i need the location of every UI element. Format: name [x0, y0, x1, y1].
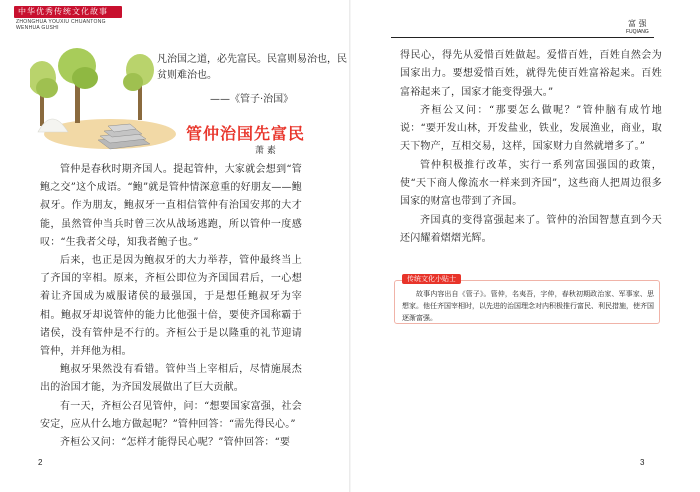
- author: 萧 素: [255, 146, 276, 156]
- right-body-text: [400, 47, 662, 248]
- culture-tip-text: 故事内容出自《管子》。管仲，名夷吾，字仲，春秋初期政治家、军事家、思想家。他任齐国宰相时，以先进的治国理念对内积极推行富民、利民措施，使齐国逐渐富强。: [402, 290, 654, 322]
- paragraph: 齐桓公又问：“怎样才能得民心呢？”管仲回答：“要: [60, 437, 291, 449]
- paragraph: 有一天，齐桓公召见管仲，问：“想要国家富强，社会安定，应从什么地方做起呢？”管仲回答：“需先得民心。”: [40, 400, 302, 430]
- paragraph: 管仲是春秋时期齐国人。提起管仲，大家就会想到“管鲍之交”这个成语。“鲍”就是管仲情深意重的好朋友——鲍叔牙。作为朋友，鲍叔牙一直相信管仲有治国安邦的大才能，虽然管仲当兵时曾三次从战场逃跑，所以管仲一度感叹：“生我者父母，知我者鲍子也。”: [40, 164, 302, 248]
- chapter-header-en: FUQIANG: [626, 29, 649, 35]
- series-title-en: [16, 19, 116, 31]
- paragraph: 齐国真的变得富强起来了。管仲的治国智慧直到今天还闪耀着熠熠光辉。: [400, 214, 662, 244]
- culture-tip-label: 传统文化小贴士: [402, 274, 461, 284]
- epigraph: 凡治国之道，必先富民。民富则易治也，民贫则难治也。: [157, 54, 347, 81]
- epigraph-source: ——《管子·治国》: [210, 94, 294, 105]
- chapter-header-title: 富 强: [628, 19, 647, 28]
- paragraph: 齐桓公又问：“那要怎么做呢？”管仲脑有成竹地说：“要开发山林，开发盐业，铁业，发展渔业，商业，取天下物产，互相交易，这样，国家财力自然就增多了。”: [400, 104, 662, 153]
- paragraph: 后来，也正是因为鲍叔牙的大力举荐，管仲最终当上了齐国的宰相。原来，齐桓公即位为齐国国君后，一心想着让齐国成为威服诸侯的最强国，于是想任鲍叔牙为宰相。鲍叔牙却说管仲的能力比他强十倍，要使齐国称霸于诸侯，没有管仲是不行的。齐桓公于是以隆重的礼节迎请管仲，并拜他为相。: [40, 255, 302, 358]
- paragraph: 鲍叔牙果然没有看错。管仲当上宰相后，尽情施展杰出的治国才能，为齐国发展做出了巨大贡献。: [40, 364, 302, 394]
- series-title-en-line2: WENHUA GUSHI: [16, 25, 59, 31]
- page-number-right: 3: [640, 458, 645, 467]
- paragraph: 得民心，得先从爱惜百姓做起。爱惜百姓，百姓自然会为国家出力。要想爱惜百姓，就得先使百姓富裕起来。百姓富裕起来了，国家才能变得强大。”: [400, 50, 662, 98]
- header-rule: [391, 37, 654, 38]
- story-title: 管仲治国先富民: [186, 124, 306, 143]
- paragraph: 管仲积极推行改革，实行一系列富国强国的政策，使“天下商人像流水一样来到齐国”，这些商人把周边很多国家的财富也带到了齐国。: [400, 159, 662, 208]
- series-title-en-line1: ZHONGHUA YOUXIU CHUANTONG: [16, 19, 106, 25]
- page-gutter: [349, 0, 351, 492]
- tree-left: [30, 61, 58, 126]
- page-number-left: 2: [38, 458, 43, 467]
- tree-center: [58, 48, 98, 123]
- left-body-text: [40, 161, 302, 452]
- tree-right: [123, 54, 154, 120]
- series-title-cn: 中华优秀传统文化故事: [18, 7, 108, 16]
